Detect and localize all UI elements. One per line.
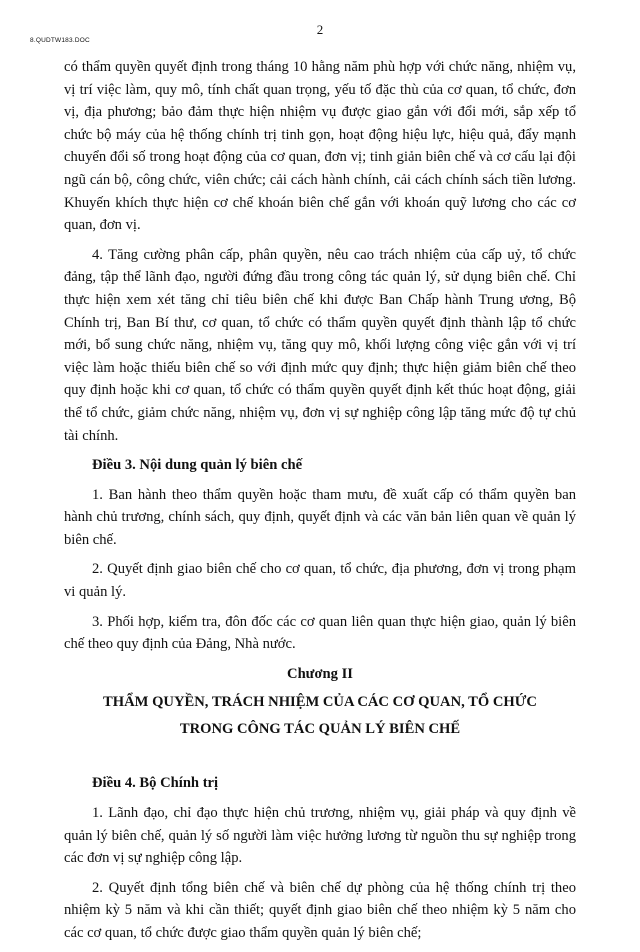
chapter-label: Chương II bbox=[287, 665, 353, 682]
article-4-heading: Điều 4. Bộ Chính trị bbox=[92, 775, 219, 792]
article-3-item-3: 3. Phối hợp, kiểm tra, đôn đốc các cơ quan liên quan thực hiện giao, quản lý biên chế theo quy định của Đảng, Nhà nước. bbox=[64, 613, 576, 653]
paragraph-continuation: có thẩm quyền quyết định trong tháng 10 hằng năm phù hợp với chức năng, nhiệm vụ, vị trí việc làm, quy mô, tính chất quan trọng, yếu tố đặc thù của cơ quan, tổ chức, đơn vị, địa phương; bảo đảm thực hiện nhiệm vụ được giao gắn với đổi mới, sắp xếp tổ chức bộ máy của hệ thống chính trị tinh gọn, hoạt động hiệu lực, hiệu quả, đẩy mạnh chuyển đổi số trong hoạt động của cơ quan, đơn vị; tinh giản biên chế và cơ cấu lại đội ngũ cán bộ, công chức, viên chức; cải cách hành chính, cải cách chính sách tiền lương. Khuyến khích thực hiện cơ chế khoán biên chế gắn với khoán quỹ lương cho các cơ quan, đơn vị. bbox=[64, 59, 576, 234]
article-4-item-1: 1. Lãnh đạo, chỉ đạo thực hiện chủ trương, nhiệm vụ, giải pháp và quy định về quản lý biên chế, quản lý số người làm việc hưởng lương từ nguồn thu sự nghiệp trong các đơn vị sự nghiệp công lập. bbox=[64, 805, 576, 867]
paragraph-item-4: 4. Tăng cường phân cấp, phân quyền, nêu cao trách nhiệm của cấp uỷ, tổ chức đảng, tập thể lãnh đạo, người đứng đầu trong công tác quản lý, sử dụng biên chế. Chỉ thực hiện xem xét tăng chỉ tiêu biên chế khi được Ban Chấp hành Trung ương, Bộ Chính trị, Ban Bí thư, cơ quan, tổ chức có thẩm quyền quyết định thành lập tổ chức mới, bổ sung chức năng, nhiệm vụ, tăng quy mô, khối lượng công việc gắn với vị trí việc làm hoặc thiếu biên chế so với định mức quy định; thực hiện giảm biên chế theo quy định hoặc khi cơ quan, tổ chức có thẩm quyền quyết định kết thúc hoạt động, giải thể tổ chức, giảm chức năng, nhiệm vụ, đơn vị sự nghiệp công lập tăng mức độ tự chủ tài chính. bbox=[64, 246, 576, 444]
article-3-item-2: 2. Quyết định giao biên chế cho cơ quan, tổ chức, địa phương, đơn vị trong phạm vi quản lý. bbox=[64, 561, 576, 601]
page-number: 2 bbox=[316, 22, 324, 37]
article-3-item-1: 1. Ban hành theo thẩm quyền hoặc tham mưu, đề xuất cấp có thẩm quyền ban hành chủ trương, chính sách, quy định, quyết định và các văn bản liên quan về quản lý biên chế. bbox=[64, 486, 576, 548]
chapter-title-line-2: TRONG CÔNG TÁC QUẢN LÝ BIÊN CHẾ bbox=[179, 721, 461, 738]
section-spacer bbox=[64, 746, 576, 772]
file-reference: 8.QUDTW183.DOC bbox=[30, 37, 90, 44]
chapter-title-line-1: THẨM QUYỀN, TRÁCH NHIỆM CỦA CÁC CƠ QUAN, TỔ CHỨC bbox=[103, 694, 537, 711]
document-body bbox=[64, 56, 576, 952]
article-3-heading: Điều 3. Nội dung quản lý biên chế bbox=[92, 457, 303, 474]
article-4-item-2: 2. Quyết định tổng biên chế và biên chế dự phòng của hệ thống chính trị theo nhiệm kỳ 5 năm và khi cần thiết; quyết định giao biên chế theo nhiệm kỳ 5 năm cho các cơ quan, tổ chức được giao thẩm quyền quản lý biên chế; bbox=[64, 879, 576, 941]
